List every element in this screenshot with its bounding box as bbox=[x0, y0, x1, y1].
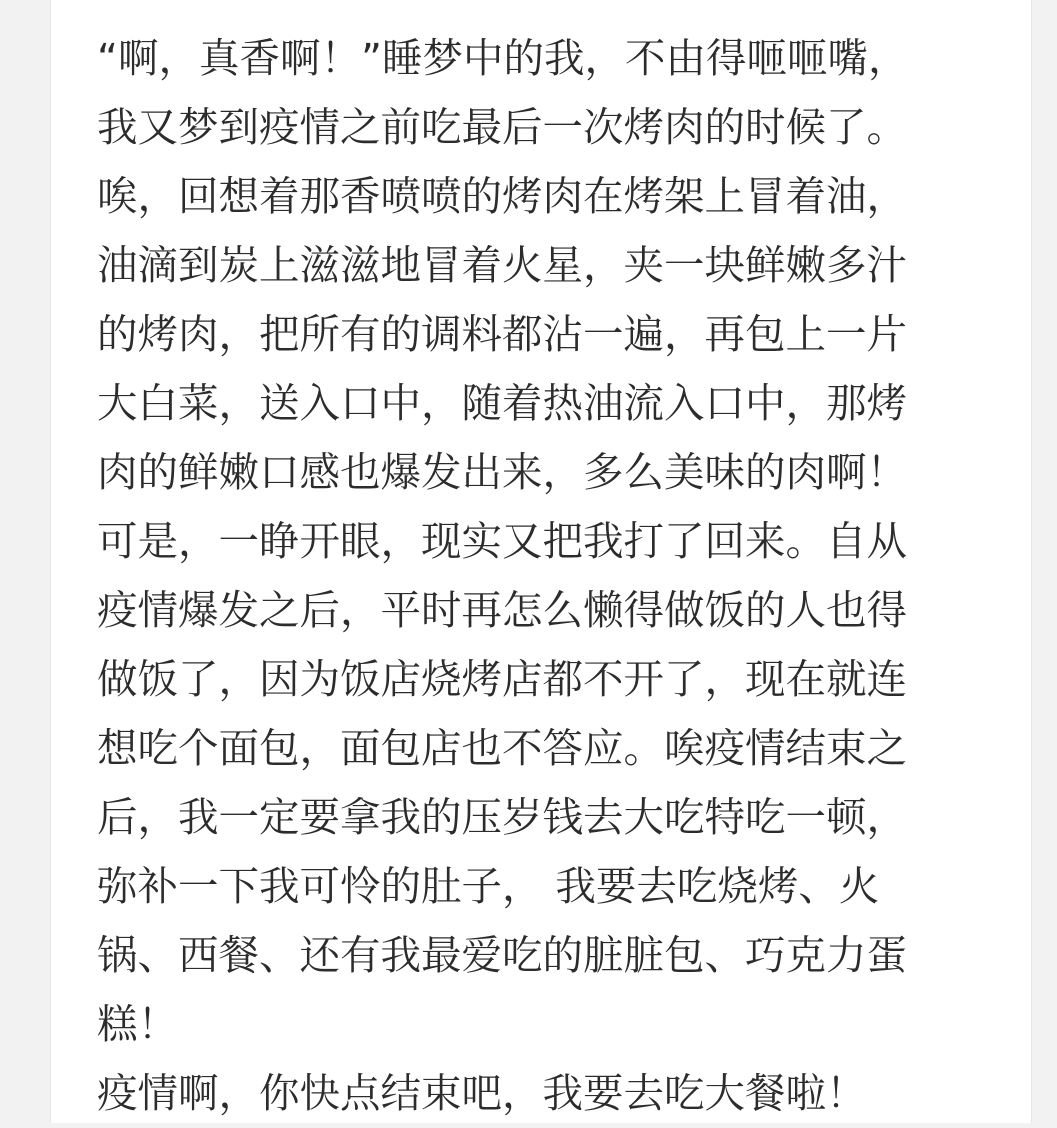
text-line: 肉的鲜嫩口感也爆发出来，多么美味的肉啊！ bbox=[97, 448, 907, 496]
text-line: 做饭了，因为饭店烧烤店都不开了，现在就连 bbox=[97, 655, 907, 703]
text-line: “啊，真香啊！”睡梦中的我，不由得咂咂嘴， bbox=[97, 34, 909, 82]
text-line: 后，我一定要拿我的压岁钱去大吃特吃一顿， bbox=[97, 793, 907, 841]
text-line: 糕！ bbox=[97, 1000, 178, 1048]
essay-text bbox=[97, 24, 997, 1128]
text-line: 我又梦到疫情之前吃最后一次烤肉的时候了。 bbox=[97, 103, 907, 151]
text-line: 大白菜，送入口中，随着热油流入口中，那烤 bbox=[97, 379, 907, 427]
text-line: 弥补一下我可怜的肚子， 我要去吃烧烤、火 bbox=[97, 862, 880, 910]
text-line: 可是，一睁开眼，现实又把我打了回来。自从 bbox=[97, 517, 907, 565]
text-line: 锅、西餐、还有我最爱吃的脏脏包、巧克力蛋 bbox=[97, 931, 907, 979]
text-line: 油滴到炭上滋滋地冒着火星，夹一块鲜嫩多汁 bbox=[97, 241, 907, 289]
text-line: 疫情爆发之后，平时再怎么懒得做饭的人也得 bbox=[97, 586, 907, 634]
document-page bbox=[50, 0, 1032, 1123]
text-line: 唉，回想着那香喷喷的烤肉在烤架上冒着油， bbox=[97, 172, 907, 220]
text-line: 疫情啊，你快点结束吧，我要去吃大餐啦！ bbox=[97, 1069, 867, 1117]
text-line: 的烤肉，把所有的调料都沾一遍，再包上一片 bbox=[97, 310, 907, 358]
text-line: 想吃个面包，面包店也不答应。唉疫情结束之 bbox=[97, 724, 907, 772]
